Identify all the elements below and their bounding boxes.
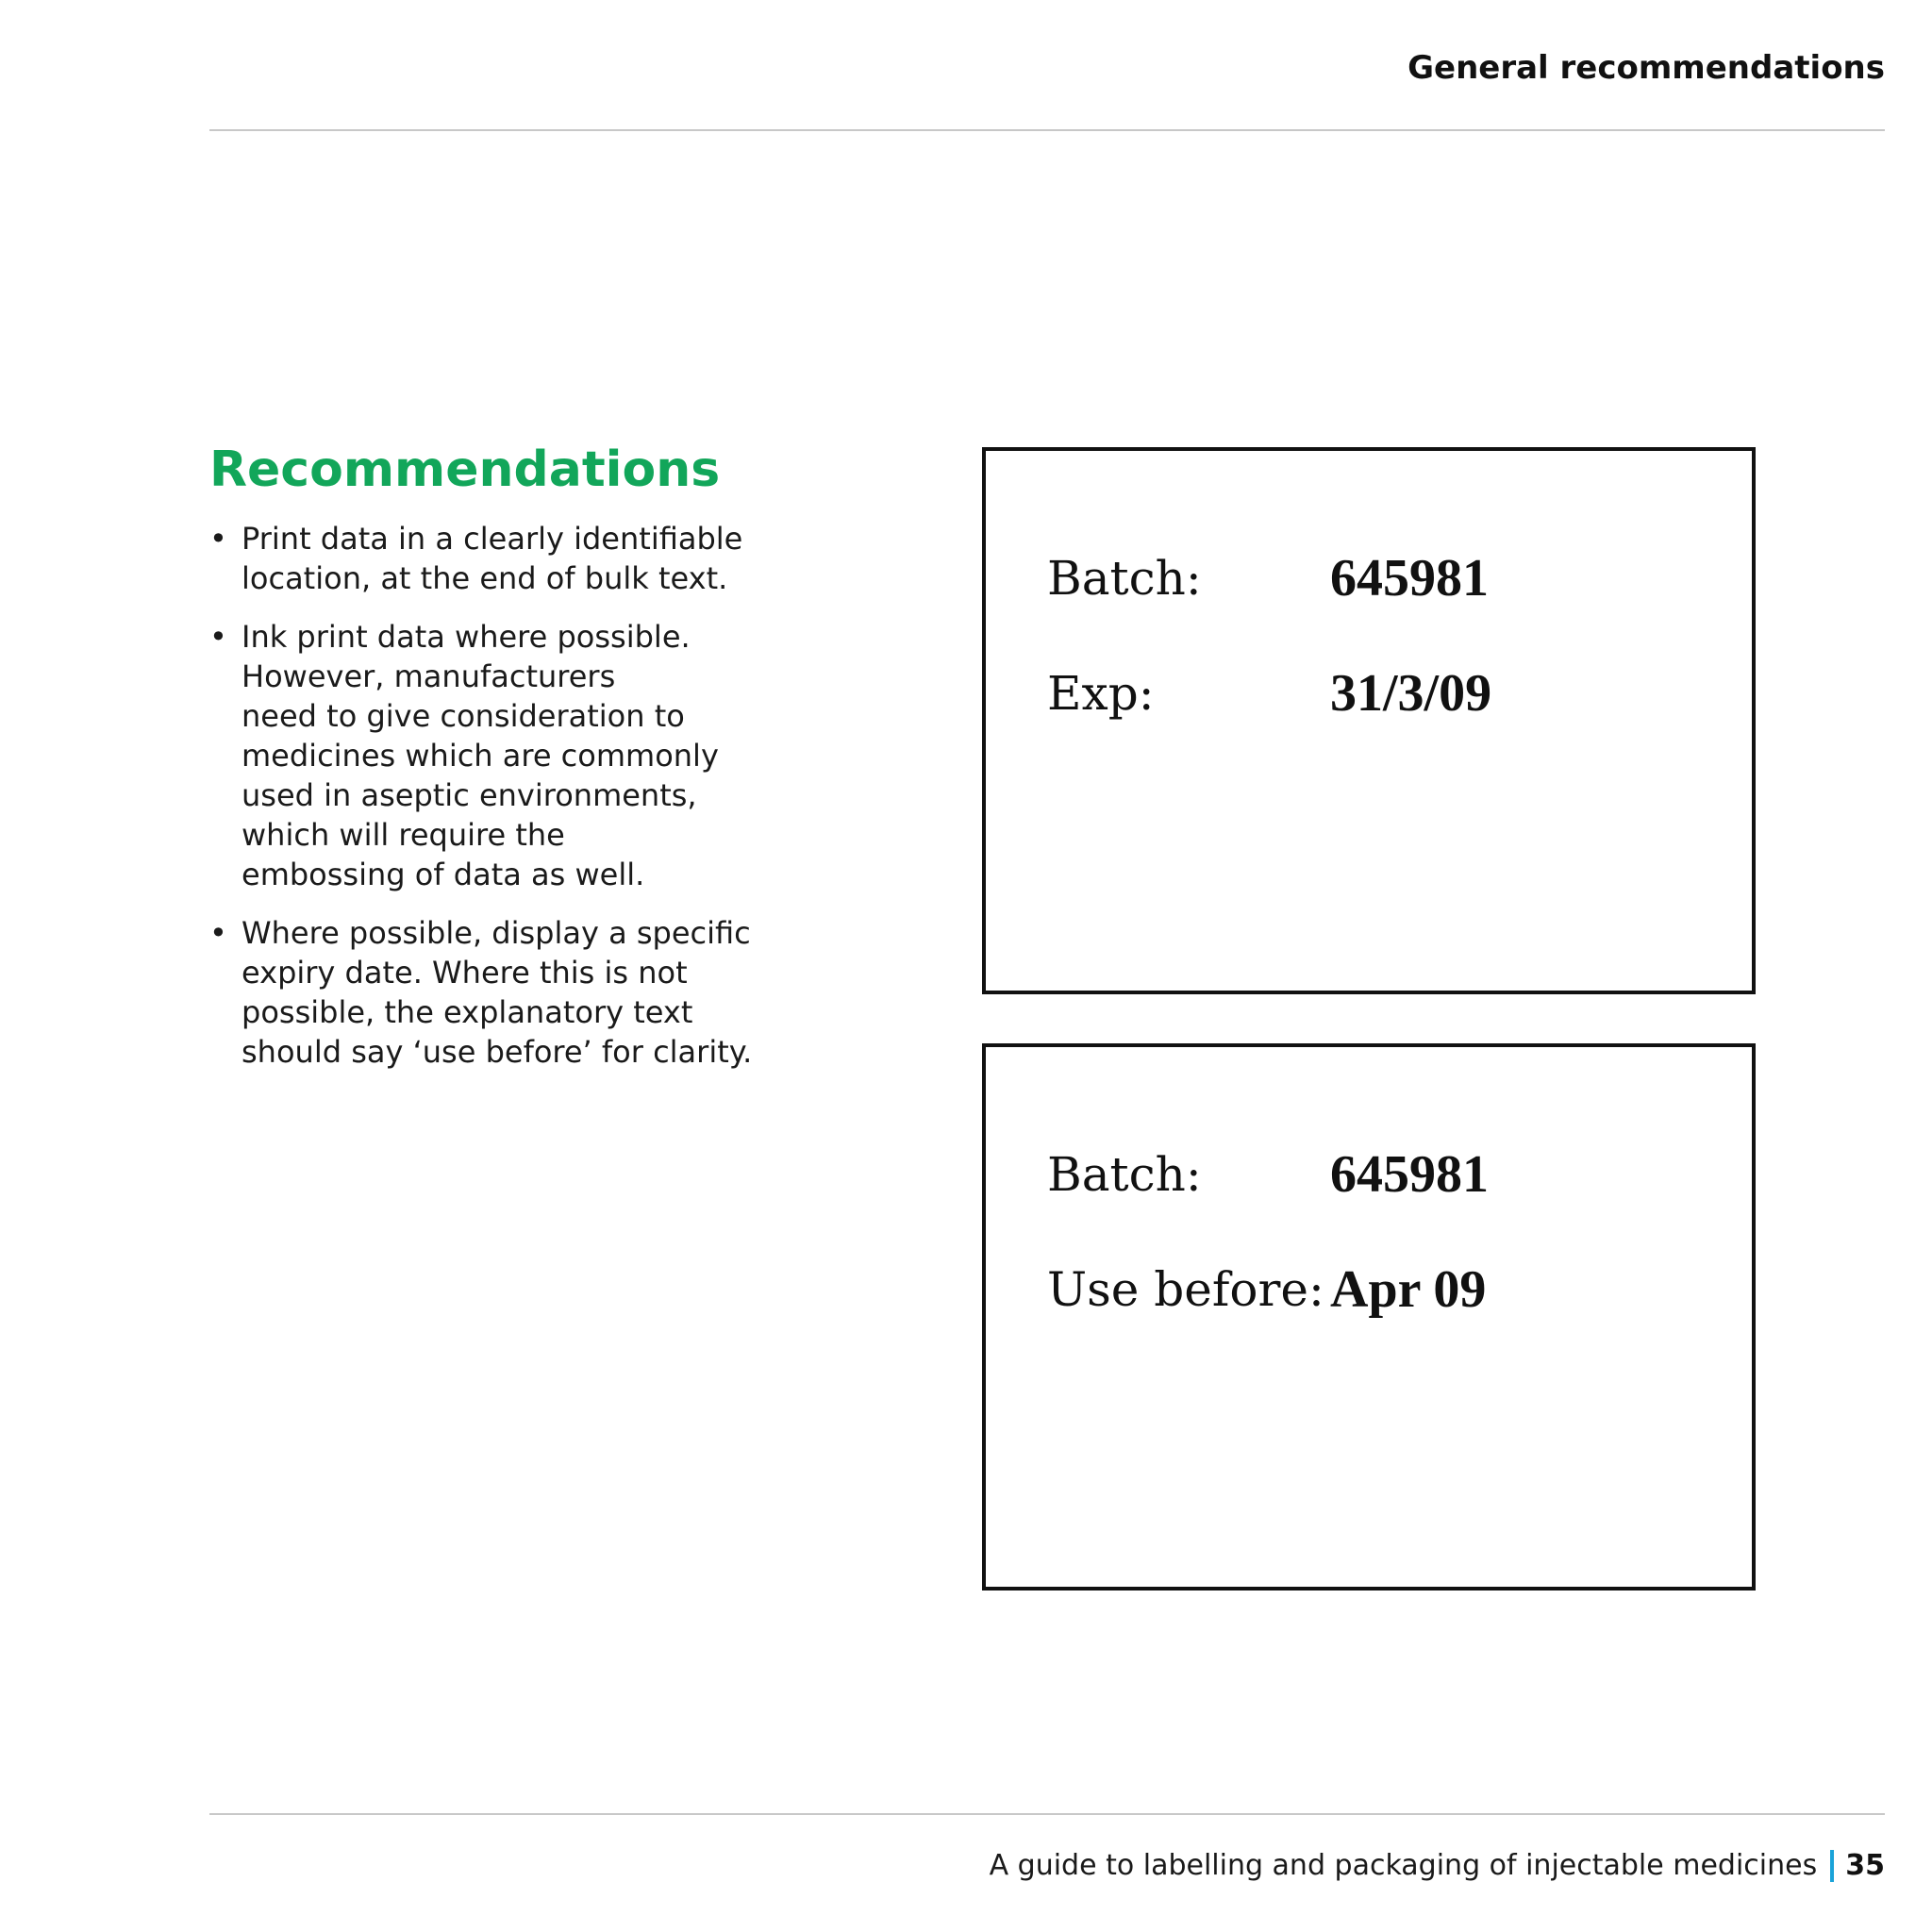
list-item-text: embossing of data as well.: [242, 857, 645, 892]
list-item: [209, 617, 738, 894]
list-item-text: used in aseptic environments,: [242, 777, 697, 813]
list-item-text: possible, the explanatory text: [242, 994, 693, 1030]
list-item-text: Where possible, display a specific: [242, 915, 751, 951]
list-item: [209, 519, 743, 598]
list-item: [209, 913, 753, 1072]
recommendations-heading: Recommendations: [209, 441, 721, 498]
bullet-icon: •: [209, 619, 227, 655]
batch-label: Batch:: [1047, 551, 1202, 606]
bullet-icon: •: [209, 915, 227, 951]
footer-title: A guide to labelling and packaging of injectable medicines: [989, 1849, 1818, 1882]
batch-value: 645981: [1330, 1145, 1489, 1204]
date-label: Exp:: [1047, 666, 1155, 721]
batch-label: Batch:: [1047, 1147, 1202, 1202]
list-item-text: location, at the end of bulk text.: [242, 560, 728, 596]
list-item-text: Print data in a clearly identifiable: [242, 521, 743, 557]
list-item-text: need to give consideration to: [242, 698, 685, 734]
date-value: Apr 09: [1330, 1260, 1487, 1319]
footer-separator: [1830, 1850, 1834, 1882]
date-value: 31/3/09: [1330, 664, 1492, 723]
list-item-text: However, manufacturers: [242, 658, 616, 694]
list-item-text: medicines which are commonly: [242, 738, 719, 774]
list-item-text: should say ‘use before’ for clarity.: [242, 1034, 753, 1070]
list-item-text: which will require the: [242, 817, 565, 853]
list-item-text: Ink print data where possible.: [242, 619, 691, 655]
page-footer: [990, 1847, 1885, 1885]
header-divider: [209, 129, 1885, 131]
list-item-text: expiry date. Where this is not: [242, 955, 688, 991]
footer-divider: [209, 1813, 1885, 1815]
date-label: Use before:: [1047, 1262, 1324, 1317]
section-title: General recommendations: [1407, 49, 1885, 87]
bullet-icon: •: [209, 521, 227, 557]
recommendations-list: [209, 519, 753, 1091]
label-example-use-before: [982, 1043, 1756, 1591]
label-example-expiry: [982, 447, 1756, 994]
batch-value: 645981: [1330, 549, 1489, 608]
page-number: 35: [1845, 1849, 1885, 1882]
